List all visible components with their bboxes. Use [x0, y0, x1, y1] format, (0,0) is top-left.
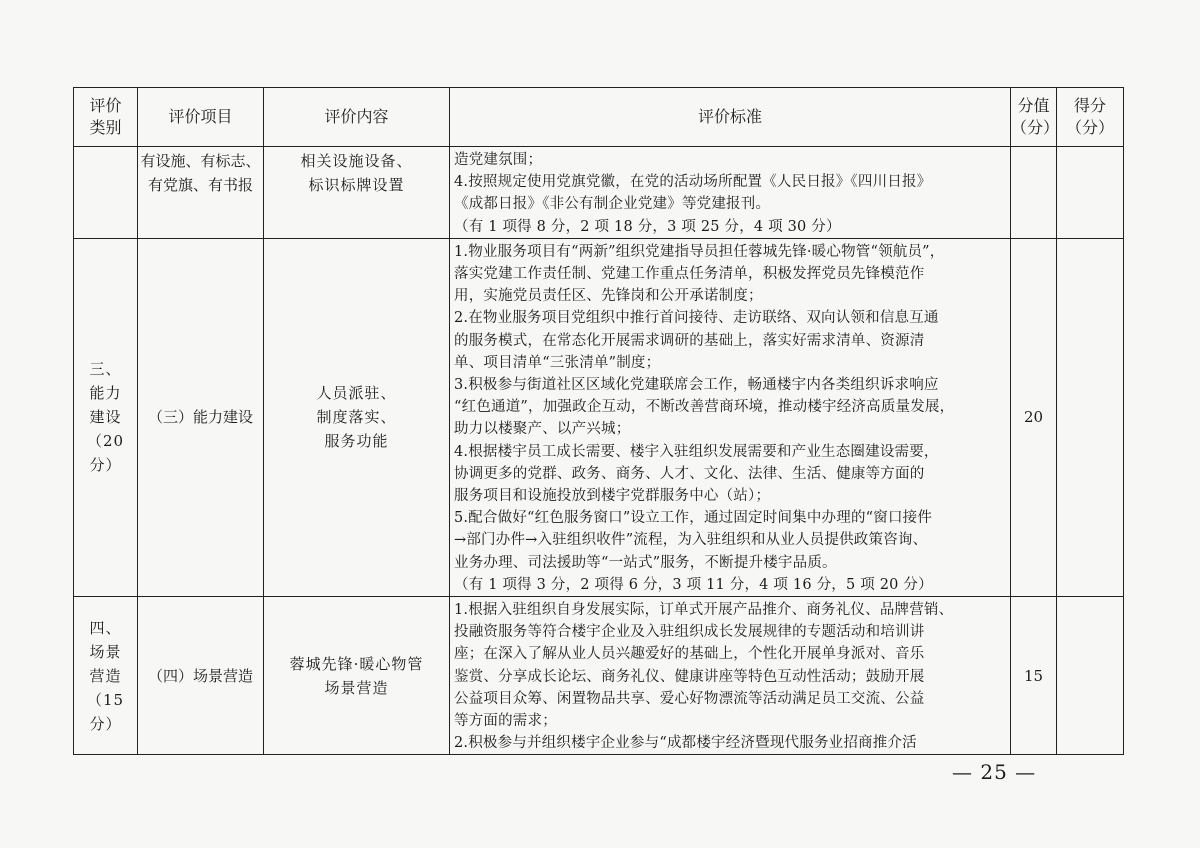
content-cell-line: 制度落实、 — [316, 408, 397, 427]
category-cell — [74, 238, 138, 596]
content-cell-line: 标识标牌设置 — [308, 176, 405, 194]
evaluation-table — [73, 87, 1124, 755]
score-cell: 15 — [1011, 597, 1057, 755]
standard-cell-line: 服务项目和设施投放到楼宇党群服务中心（站）； — [454, 488, 771, 505]
header-got — [1057, 88, 1124, 147]
content-cell — [264, 147, 450, 239]
item-cell-line: （四）场景营造 — [147, 666, 253, 685]
standard-cell-line: 《成都日报》《非公有制企业党建》等党建报刊。 — [454, 196, 771, 213]
content-cell-line: 人员派驻、 — [316, 384, 397, 403]
standard-cell-line: 4.根据楼宇员工成长需要、楼宇入驻组织发展需要和产业生态圈建设需要， — [454, 443, 939, 460]
standard-cell-line: 公益项目众筹、闲置物品共享、爱心好物漂流等活动满足员工交流、公益 — [454, 690, 925, 707]
standard-cell-line: 的服务模式，在常态化开展需求调研的基础上，落实好需求清单、资源清 — [454, 332, 925, 349]
standard-cell-line: 协调更多的党群、政务、商务、人才、文化、法律、生活、健康等方面的 — [454, 465, 925, 482]
item-cell — [138, 147, 264, 239]
header-category-line: 类别 — [89, 118, 122, 137]
item-cell — [138, 238, 264, 596]
header-score-line: （分） — [1011, 118, 1060, 137]
got-cell — [1057, 147, 1124, 239]
header-content: 评价内容 — [264, 88, 450, 147]
standard-cell-line: （有 1 项得 8 分，2 项 18 分，3 项 25 分，4 项 30 分） — [454, 218, 841, 235]
header-item: 评价项目 — [138, 88, 264, 147]
category-cell-line: 营造 — [89, 666, 122, 685]
table-body — [74, 147, 1124, 755]
header-got-line: （分） — [1065, 118, 1114, 137]
category-cell-line: 建设 — [89, 408, 122, 427]
category-cell-line: 能力 — [89, 384, 122, 403]
item-cell-line: 有设施、有标志、 — [140, 152, 261, 170]
standard-cell-line: 助力以楼聚产、以产兴城； — [454, 421, 631, 438]
score-cell: 20 — [1011, 238, 1057, 596]
category-cell-line: 三、 — [89, 360, 122, 379]
standard-cell-line: 座；在深入了解从业人员兴趣爱好的基础上，个性化开展单身派对、音乐 — [454, 646, 925, 663]
item-cell-line: （三）能力建设 — [147, 408, 253, 427]
got-cell — [1057, 597, 1124, 755]
item-cell — [138, 597, 264, 755]
standard-cell-line: 用，实施党员责任区、先锋岗和公开承诺制度； — [454, 288, 763, 305]
standard-cell-line: 3.积极参与街道社区区域化党建联席会工作，畅通楼宇内各类组织诉求响应 — [454, 377, 939, 394]
standard-cell-line: 等方面的需求； — [454, 713, 557, 730]
standard-cell — [450, 597, 1011, 755]
content-cell — [264, 597, 450, 755]
standard-cell-line: 单、项目清单“三张清单”制度； — [454, 354, 661, 371]
header-score — [1011, 88, 1060, 147]
content-cell-line: 蓉城先锋·暖心物管 — [289, 654, 424, 673]
content-cell-line: 场景营造 — [324, 678, 389, 697]
content-cell — [264, 238, 450, 596]
header-standard: 评价标准 — [450, 88, 1011, 147]
category-cell-line: 场景 — [89, 642, 122, 661]
standard-cell-line: 业务办理、司法援助等“一站式”服务，不断提升楼宇品质。 — [454, 554, 837, 571]
table-row — [74, 147, 1124, 239]
standard-cell-line: 造党建氛围； — [454, 152, 543, 168]
page-number: — 25 — — [952, 760, 1037, 784]
category-cell-line: （20 分） — [86, 432, 125, 475]
header-got-line: 得分 — [1073, 96, 1106, 115]
standard-cell — [450, 238, 1011, 596]
category-cell-line: （15 分） — [86, 690, 125, 733]
standard-cell-line: （有 1 项得 3 分，2 项得 6 分，3 项 11 分，4 项 16 分，5 项 20 分） — [454, 576, 933, 593]
standard-cell-line: 1.根据入驻组织自身发展实际，订单式开展产品推介、商务礼仪、品牌营销、 — [454, 602, 954, 619]
content-cell-line: 相关设施设备、 — [300, 152, 413, 170]
header-category-line: 评价 — [89, 96, 122, 115]
standard-cell-line: →部门办件→入驻组织收件”流程，为入驻组织和从业人员提供政策咨询、 — [454, 532, 928, 549]
standard-cell-line: 2.积极参与并组织楼宇企业参与“成都楼宇经济暨现代服务业招商推介活 — [454, 735, 917, 752]
standard-cell-line: 鉴赏、分享成长论坛、商务礼仪、健康讲座等特色互动性活动；鼓励开展 — [454, 668, 925, 685]
category-cell — [74, 597, 138, 755]
standard-cell-line: 落实党建工作责任制、党建工作重点任务清单，积极发挥党员先锋模范作 — [454, 266, 925, 283]
category-cell — [74, 147, 138, 239]
table-row — [74, 597, 1124, 755]
got-cell — [1057, 238, 1124, 596]
score-cell — [1011, 147, 1057, 239]
standard-cell-line: 投融资服务等符合楼宇企业及入驻组织成长发展规律的专题活动和培训讲 — [454, 624, 925, 641]
standard-cell-line: 2.在物业服务项目党组织中推行首问接待、走访联络、双向认领和信息互通 — [454, 310, 939, 327]
standard-cell-line: 1.物业服务项目有“两新”组织党建指导员担任蓉城先锋·暖心物管“领航员”， — [454, 243, 945, 260]
item-cell-line: 有党旗、有书报 — [147, 176, 253, 194]
standard-cell-line: “红色通道”，加强政企互动，不断改善营商环境，推动楼宇经济高质量发展， — [454, 399, 955, 416]
table-row — [74, 238, 1124, 596]
standard-cell — [450, 147, 1011, 239]
table-header-row — [74, 88, 1124, 147]
header-score-line: 分值 — [1017, 96, 1050, 115]
standard-cell-line: 4.按照规定使用党旗党徽，在党的活动场所配置《人民日报》《四川日报》 — [454, 174, 932, 191]
header-category — [74, 88, 138, 147]
content-cell-line: 服务功能 — [324, 432, 389, 451]
category-cell-line: 四、 — [89, 618, 122, 637]
standard-cell-line: 5.配合做好“红色服务窗口”设立工作，通过固定时间集中办理的“窗口接件 — [454, 510, 933, 527]
